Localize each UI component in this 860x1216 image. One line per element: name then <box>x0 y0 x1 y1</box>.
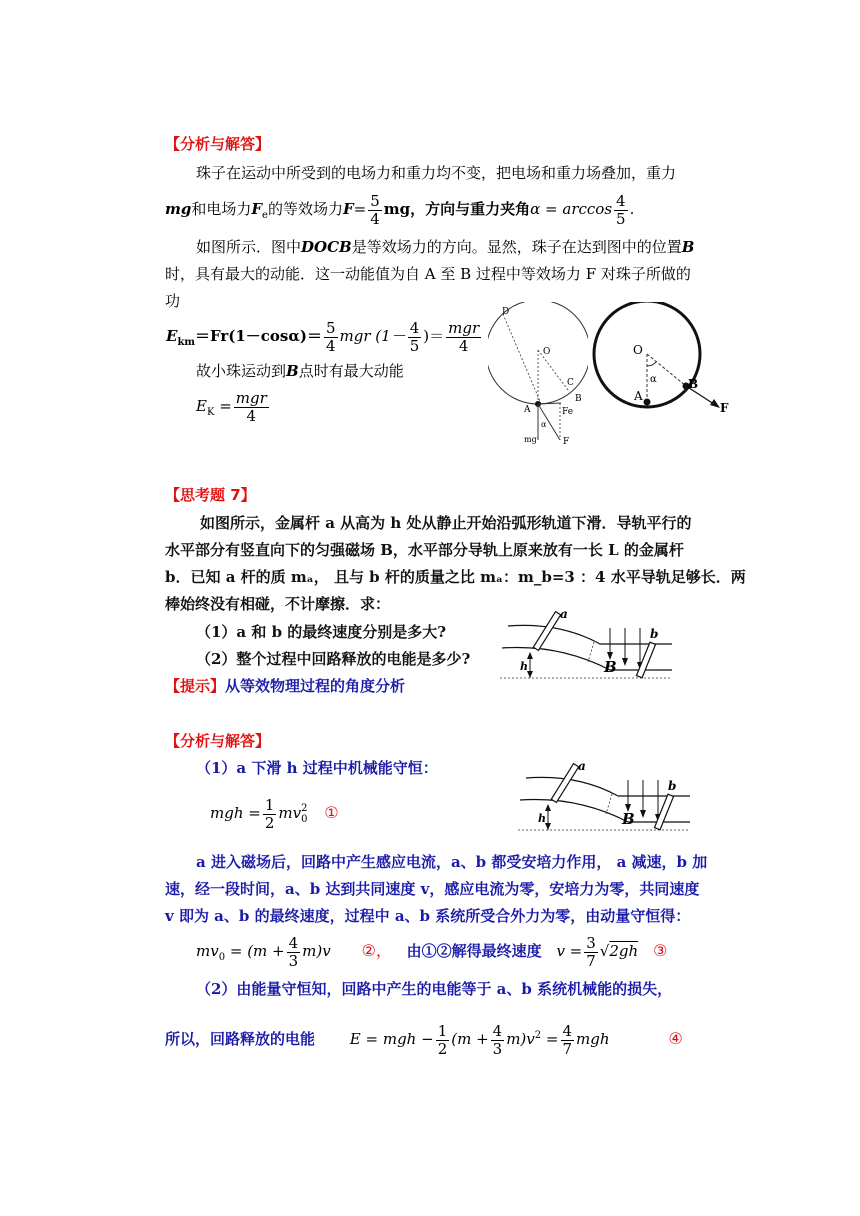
equation-2-3: $mv_0 = (m$ + $\frac{4}{3}$ m)v ②， 由①②解得最终速度 v = $\frac{3}{7}$ √2gh ③ <box>196 933 668 970</box>
label-O: O <box>543 347 551 357</box>
label-a: a <box>578 759 586 773</box>
label-B: B <box>575 394 582 404</box>
label-F: F <box>563 437 570 447</box>
label-b: b <box>668 779 677 793</box>
label-O: O <box>633 343 643 357</box>
label-A: A <box>524 405 531 415</box>
equation-ekm: $E_{km}=Fr(1-\cos\alpha)=$ $\frac{5}{4}$ mgr (1－ $\frac{4}{5}$ )＝ $\frac{\text{mgr}}{4}$ <box>166 318 480 355</box>
equation-ek: $E_K$ = $\frac{\text{mgr}}{4}$ <box>196 388 267 425</box>
label-B: B <box>688 377 699 391</box>
paragraph-line: 速，经一段时间，a、b 达到共同速度 v，感应电流为零，安培力为零，共同速度 <box>165 880 700 898</box>
solution-step-1: （1）a 下滑 h 过程中机械能守恒： <box>196 759 438 777</box>
paragraph-line: 故小珠运动到B点时有最大动能 <box>196 362 404 380</box>
label-B-field: B <box>604 658 617 676</box>
label-B-field: B <box>622 810 635 828</box>
paragraph-line: 如图所示．图中DOCB是等效场力的方向。显然，珠子在达到图中的位置B <box>196 238 695 256</box>
paragraph-line: b．已知 a 杆的质 mₐ， 且与 b 杆的质量之比 mₐ：m_b=3 ：4 水平导轨足够长．两 <box>165 568 746 586</box>
question-2: （2）整个过程中回路释放的电能是多少? <box>196 650 471 668</box>
label-alpha: α <box>650 374 657 385</box>
label-F: F <box>720 401 729 415</box>
section-heading-question-7: 【思考题 7】 <box>165 486 256 504</box>
label-h: h <box>520 660 528 673</box>
solution-step-2: （2）由能量守恒知，回路中产生的电能等于 a、b 系统机械能的损失， <box>196 980 673 998</box>
label-C: C <box>567 378 574 388</box>
label-a: a <box>560 607 568 621</box>
label-A: A <box>634 389 643 403</box>
figure-rail-question <box>500 604 682 680</box>
label-h: h <box>538 812 546 825</box>
paragraph-line: 水平部分有竖直向下的匀强磁场 B，水平部分导轨上原来放有一长 L 的金属杆 <box>165 541 684 559</box>
label-alpha: α <box>541 420 547 429</box>
equation-4: 所以，回路释放的电能 E = mgh − $\frac{1}{2}$ (m + $\frac{4}{3}$ $m)v^2$ = $\frac{4}{7}$ mgh ④ <box>165 1021 683 1058</box>
label-b: b <box>650 627 659 641</box>
paragraph-line-formula: mg和电场力$F_e$的等效场力F= $\frac{5}{4}$ mg，方向与重力夹角α = arccos $\frac{4}{5}$ . <box>165 191 635 228</box>
figure-rail-solution <box>518 756 700 832</box>
paragraph-line: 如图所示，金属杆 a 从高为 h 处从静止开始沿弧形轨道下滑．导轨平行的 <box>200 514 692 532</box>
paragraph-line: 棒始终没有相碰，不计摩擦．求： <box>165 595 391 613</box>
paragraph-line: 功 <box>165 292 181 310</box>
section-heading-analysis-2: 【分析与解答】 <box>165 732 271 750</box>
question-1: （1）a 和 b 的最终速度分别是多大? <box>196 623 447 641</box>
equation-1: mgh = $\frac{1}{2}$ mv 2 0 ① <box>210 795 339 832</box>
paragraph-line: a 进入磁场后，回路中产生感应电流，a、b 都受安培力作用， a 减速，b 加 <box>196 853 708 871</box>
figure-circle-equivalent-force <box>592 302 737 427</box>
section-heading-analysis-1: 【分析与解答】 <box>165 135 271 153</box>
hint-line: 【提示】从等效物理过程的角度分析 <box>165 677 406 695</box>
paragraph-line: 时，具有最大的动能．这一动能值为自 A 至 B 过程中等效场力 F 对珠子所做的 <box>165 265 691 283</box>
label-Fe: Fe <box>562 407 574 417</box>
label-D: D <box>502 307 510 317</box>
paragraph-line: v 即为 a、b 的最终速度，过程中 a、b 系统所受合外力为零，由动量守恒得： <box>165 907 691 925</box>
label-mg: mg <box>524 435 537 444</box>
figure-circle-forces <box>488 302 588 452</box>
paragraph-line: 珠子在运动中所受到的电场力和重力均不变，把电场和重力场叠加，重力 <box>196 164 677 182</box>
